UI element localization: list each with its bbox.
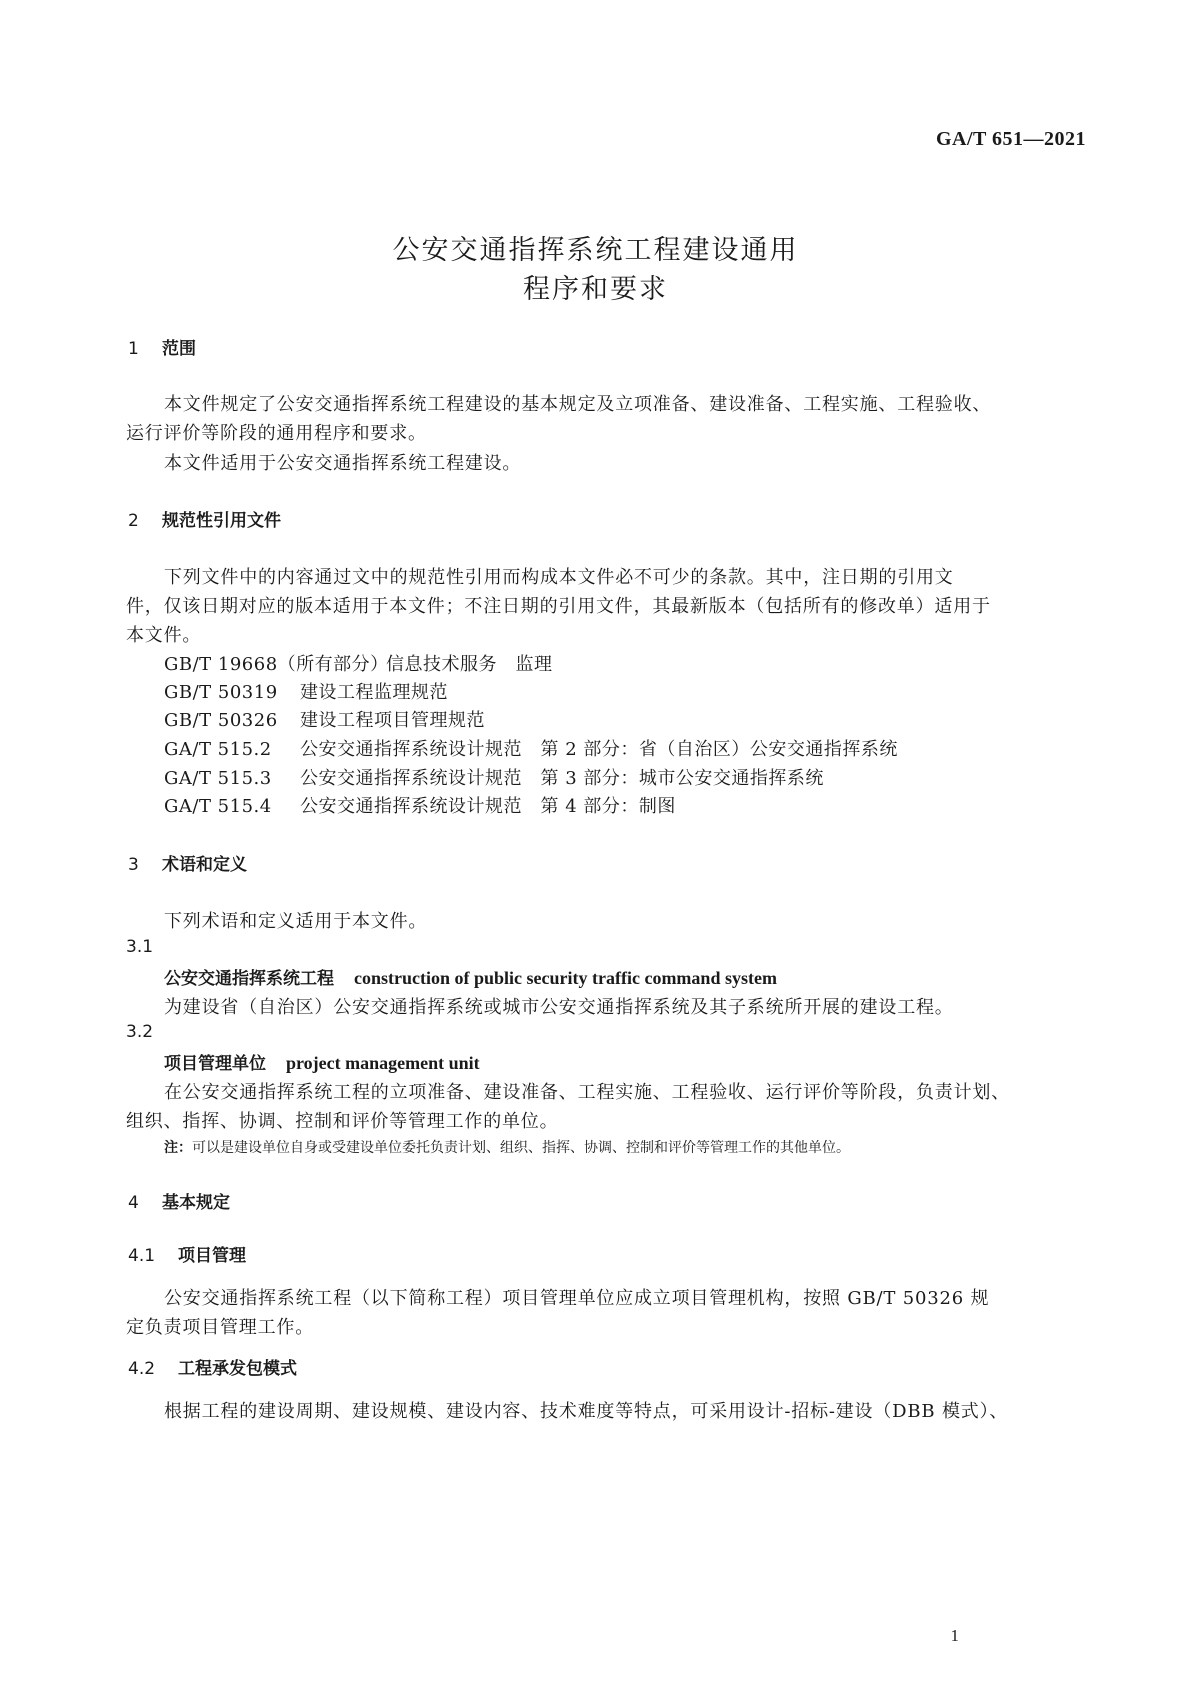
- paragraph-line: 本文件规定了公安交通指挥系统工程建设的基本规定及立项准备、建设准备、工程实施、工程验收、: [164, 394, 992, 415]
- subsection-number: 4.1: [128, 1246, 156, 1266]
- subsection-title: 项目管理: [178, 1246, 246, 1266]
- paragraph-line: 公安交通指挥系统工程（以下简称工程）项目管理单位应成立项目管理机构，按照 GB/T 50326 规: [164, 1288, 990, 1309]
- term-note: [164, 1137, 850, 1157]
- paragraph-line: 运行评价等阶段的通用程序和要求。: [126, 423, 427, 444]
- reference-code: GA/T 515.2: [164, 739, 272, 760]
- section-2-heading: [128, 506, 281, 531]
- term-en: project management unit: [286, 1053, 480, 1073]
- standard-code: GA/T 651—2021: [935, 128, 1086, 150]
- term-heading: [164, 964, 777, 989]
- section-4-heading: [128, 1188, 230, 1213]
- reference-item: [164, 735, 898, 761]
- section-number: 2: [128, 511, 139, 531]
- paragraph-line: 下列文件中的内容通过文中的规范性引用而构成本文件必不可少的条款。其中，注日期的引用文: [164, 567, 954, 588]
- reference-title: 公安交通指挥系统设计规范 第 3 部分：城市公安交通指挥系统: [300, 768, 824, 789]
- section-title: 范围: [162, 339, 196, 359]
- term-definition: 为建设省（自治区）公安交通指挥系统或城市公安交通指挥系统及其子系统所开展的建设工程。: [164, 997, 954, 1018]
- section-title: 术语和定义: [162, 855, 247, 875]
- reference-title: 公安交通指挥系统设计规范 第 2 部分：省（自治区）公安交通指挥系统: [300, 739, 898, 760]
- reference-title: 建设工程项目管理规范: [300, 710, 485, 731]
- reference-item: [164, 678, 448, 704]
- section-number: 4: [128, 1193, 139, 1213]
- subsection-4-1-heading: [128, 1241, 246, 1266]
- subsection-4-2-heading: [128, 1354, 297, 1379]
- term-en: construction of public security traffic command system: [354, 968, 777, 988]
- paragraph-line: 根据工程的建设周期、建设规模、建设内容、技术难度等特点，可采用设计-招标-建设（DBB 模式）、: [164, 1401, 1009, 1422]
- section-1-heading: [128, 334, 196, 359]
- reference-code: GB/T 50319: [164, 682, 278, 703]
- section-title: 规范性引用文件: [162, 511, 281, 531]
- reference-title: 建设工程监理规范: [300, 682, 448, 703]
- document-title-line2: 程序和要求: [523, 274, 668, 305]
- term-number: 3.2: [126, 1022, 154, 1042]
- reference-title: 公安交通指挥系统设计规范 第 4 部分：制图: [300, 796, 676, 817]
- paragraph-line: 件，仅该日期对应的版本适用于本文件；不注日期的引用文件，其最新版本（包括所有的修改单）适用于: [126, 596, 991, 617]
- subsection-number: 4.2: [128, 1359, 156, 1379]
- reference-item: [164, 650, 553, 676]
- term-heading: [164, 1049, 480, 1074]
- paragraph-line: 本文件适用于公安交通指挥系统工程建设。: [164, 453, 522, 474]
- document-title-line1: 公安交通指挥系统工程建设通用: [392, 235, 799, 266]
- reference-code: GB/T 50326: [164, 710, 278, 731]
- note-label: 注：: [164, 1140, 192, 1156]
- term-number: 3.1: [126, 937, 154, 957]
- note-text: 可以是建设单位自身或受建设单位委托负责计划、组织、指挥、协调、控制和评价等管理工作的其他单位。: [192, 1140, 850, 1156]
- section-3-heading: [128, 850, 247, 875]
- section-title: 基本规定: [162, 1193, 230, 1213]
- page-number: 1: [950, 1626, 959, 1645]
- reference-code: GA/T 515.4: [164, 796, 272, 817]
- paragraph-line: 定负责项目管理工作。: [126, 1317, 314, 1338]
- section-number: 3: [128, 855, 139, 875]
- term-definition: 组织、指挥、协调、控制和评价等管理工作的单位。: [126, 1111, 559, 1132]
- reference-title: 信息技术服务 监理: [386, 654, 553, 675]
- term-zh: 公安交通指挥系统工程: [164, 969, 334, 989]
- term-definition: 在公安交通指挥系统工程的立项准备、建设准备、工程实施、工程验收、运行评价等阶段，负责计划、: [164, 1082, 1010, 1103]
- reference-item: [164, 706, 485, 732]
- subsection-title: 工程承发包模式: [178, 1359, 297, 1379]
- term-zh: 项目管理单位: [164, 1054, 266, 1074]
- reference-code: GA/T 515.3: [164, 768, 272, 789]
- section-number: 1: [128, 339, 139, 359]
- reference-item: [164, 764, 824, 790]
- paragraph-line: 本文件。: [126, 625, 202, 646]
- paragraph-line: 下列术语和定义适用于本文件。: [164, 911, 428, 932]
- reference-code: GB/T 19668（所有部分）: [164, 654, 389, 675]
- reference-item: [164, 792, 676, 818]
